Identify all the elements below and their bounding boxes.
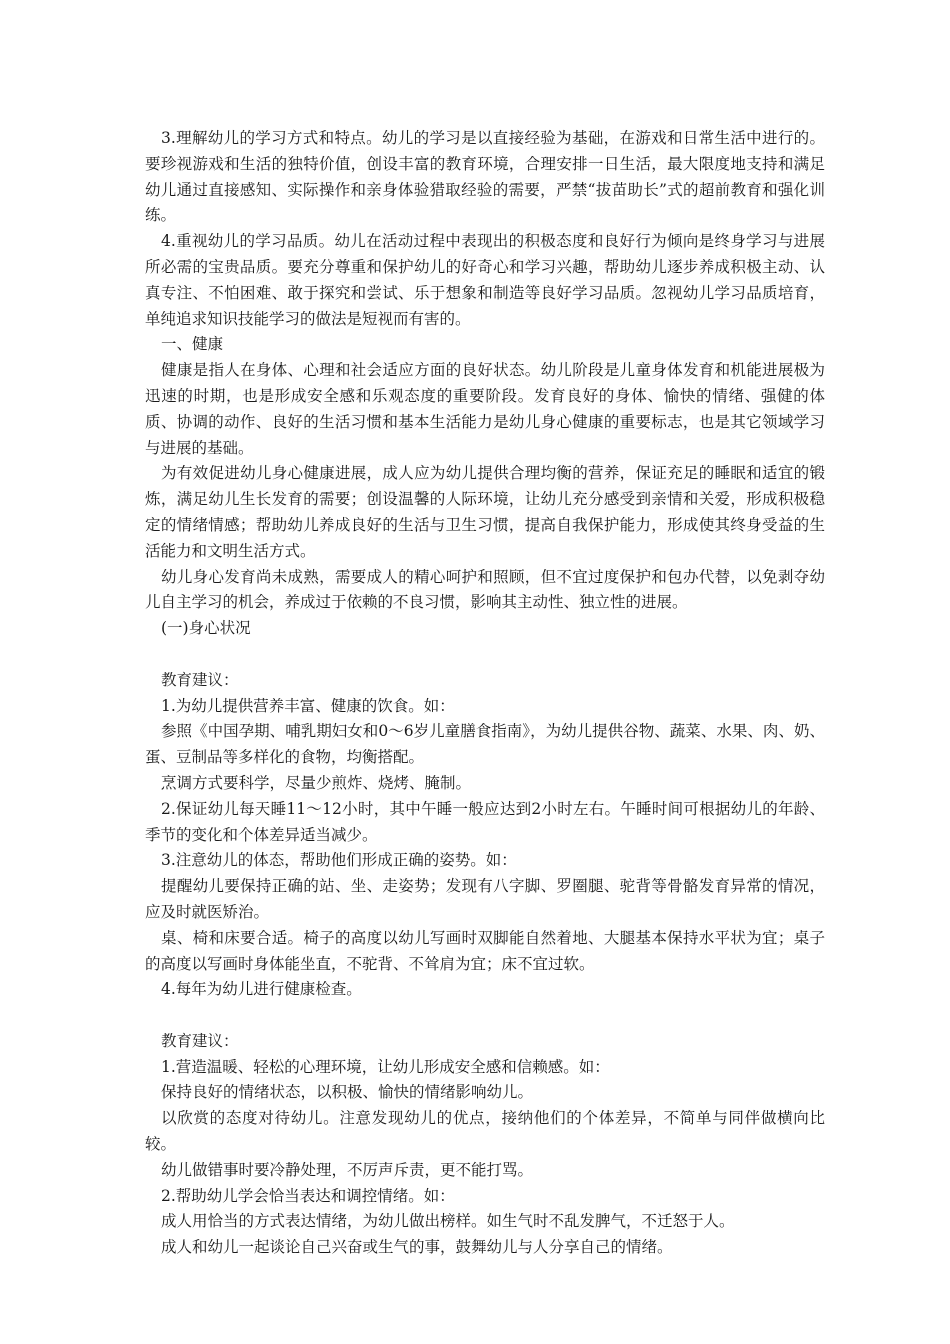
advice-detail-diet-guide: 参照《中国孕期、哺乳期妇女和0～6岁儿童膳食指南》，为幼儿提供谷物、蔬菜、水果、肉、奶、蛋、豆制品等多样化的食物，均衡搭配。 [145, 722, 825, 767]
advice-item-checkup: 4.每年为幼儿进行健康检查。 [161, 980, 362, 999]
paragraph-health-definition: 健康是指人在身体、心理和社会适应方面的良好状态。幼儿阶段是儿童身体发育和机能进展极为迅速的时期，也是形成安全感和乐观态度的重要阶段。发育良好的身体、愉快的情绪、强健的体质、协调的动作、良好的生活习惯和基本生活能力是幼儿身心健康的重要标志，也是其它领域学习与进展的基础。 [145, 361, 825, 457]
advice-item-sleep: 2.保证幼儿每天睡11～12小时，其中午睡一般应达到2小时左右。午睡时间可根据幼儿的年龄、季节的变化和个体差异适当减少。 [145, 799, 825, 844]
advice-detail-share: 成人和幼儿一起谈论自己兴奋或生气的事，鼓舞幼儿与人分享自己的情绪。 [161, 1238, 673, 1257]
section-heading-health: 一、健康 [161, 335, 224, 354]
paragraph-learning-quality: 4.重视幼儿的学习品质。幼儿在活动过程中表现出的积极态度和良好行为倾向是终身学习与进展所必需的宝贵品质。要充分尊重和保护幼儿的好奇心和学习兴趣，帮助幼儿逐步养成积极主动、认真专注、不怕困难、敢于探究和尝试、乐于想象和制造等良好学习品质。忽视幼儿学习品质培育，单纯追求知识技能学习的做法是短视而有害的。 [145, 232, 825, 328]
advice-detail-furniture: 桌、椅和床要合适。椅子的高度以幼儿写画时双脚能自然着地、大腿基本保持水平状为宜；桌子的高度以写画时身体能坐直，不驼背、不耸肩为宜；床不宜过软。 [145, 928, 825, 973]
blank-line [145, 1003, 825, 1029]
document-body [145, 126, 825, 1261]
advice-detail-appreciation: 以欣赏的态度对待幼儿。注意发现幼儿的优点，接纳他们的个体差异，不简单与同伴做横向比较。 [145, 1109, 825, 1154]
advice-detail-mistakes: 幼儿做错事时要冷静处理，不厉声斥责，更不能打骂。 [161, 1160, 534, 1179]
advice-item-emotion: 2.帮助幼儿学会恰当表达和调控情绪。如： [161, 1186, 455, 1205]
advice-detail-cooking: 烹调方式要科学，尽量少煎炸、烧烤、腌制。 [161, 773, 472, 792]
advice-item-nutrition: 1.为幼儿提供营养丰富、健康的饮食。如： [161, 696, 455, 715]
paragraph-learning-style: 3.理解幼儿的学习方式和特点。幼儿的学习是以直接经验为基础，在游戏和日常生活中进行的。要珍视游戏和生活的独特价值，创设丰富的教育环境，合理安排一日生活，最大限度地支持和满足幼儿通过直接感知、实际操作和亲身体验猎取经验的需要，严禁“拔苗助长”式的超前教育和强化训练。 [145, 129, 825, 225]
advice-detail-posture-remind: 提醒幼儿要保持正确的站、坐、走姿势；发现有八字脚、罗圈腿、驼背等骨骼发育异常的情况，应及时就医矫治。 [145, 877, 825, 921]
advice-detail-mood: 保持良好的情绪状态，以积极、愉快的情绪影响幼儿。 [161, 1083, 534, 1102]
education-advice-label: 教育建议： [161, 670, 239, 689]
advice-detail-express: 成人用恰当的方式表达情绪，为幼儿做出榜样。如生气时不乱发脾气，不迁怒于人。 [161, 1212, 735, 1231]
education-advice-label: 教育建议： [161, 1031, 239, 1050]
paragraph-health-care: 幼儿身心发育尚未成熟，需要成人的精心呵护和照顾，但不宜过度保护和包办代替，以免剥夺幼儿自主学习的机会，养成过于依赖的不良习惯，影响其主动性、独立性的进展。 [145, 567, 825, 612]
subsection-heading-body-mind: (一)身心状况 [161, 619, 251, 638]
advice-item-posture: 3.注意幼儿的体态，帮助他们形成正确的姿势。如： [161, 851, 517, 870]
paragraph-health-promotion: 为有效促进幼儿身心健康进展，成人应为幼儿提供合理均衡的营养，保证充足的睡眠和适宜的锻炼，满足幼儿生长发育的需要；创设温馨的人际环境，让幼儿充分感受到亲情和关爱，形成积极稳定的情绪情感；帮助幼儿养成良好的生活与卫生习惯，提高自我保护能力，形成使其终身受益的生活能力和文明生活方式。 [145, 464, 825, 560]
advice-item-environment: 1.营造温暖、轻松的心理环境，让幼儿形成安全感和信赖感。如： [161, 1057, 610, 1076]
blank-line [145, 642, 825, 668]
